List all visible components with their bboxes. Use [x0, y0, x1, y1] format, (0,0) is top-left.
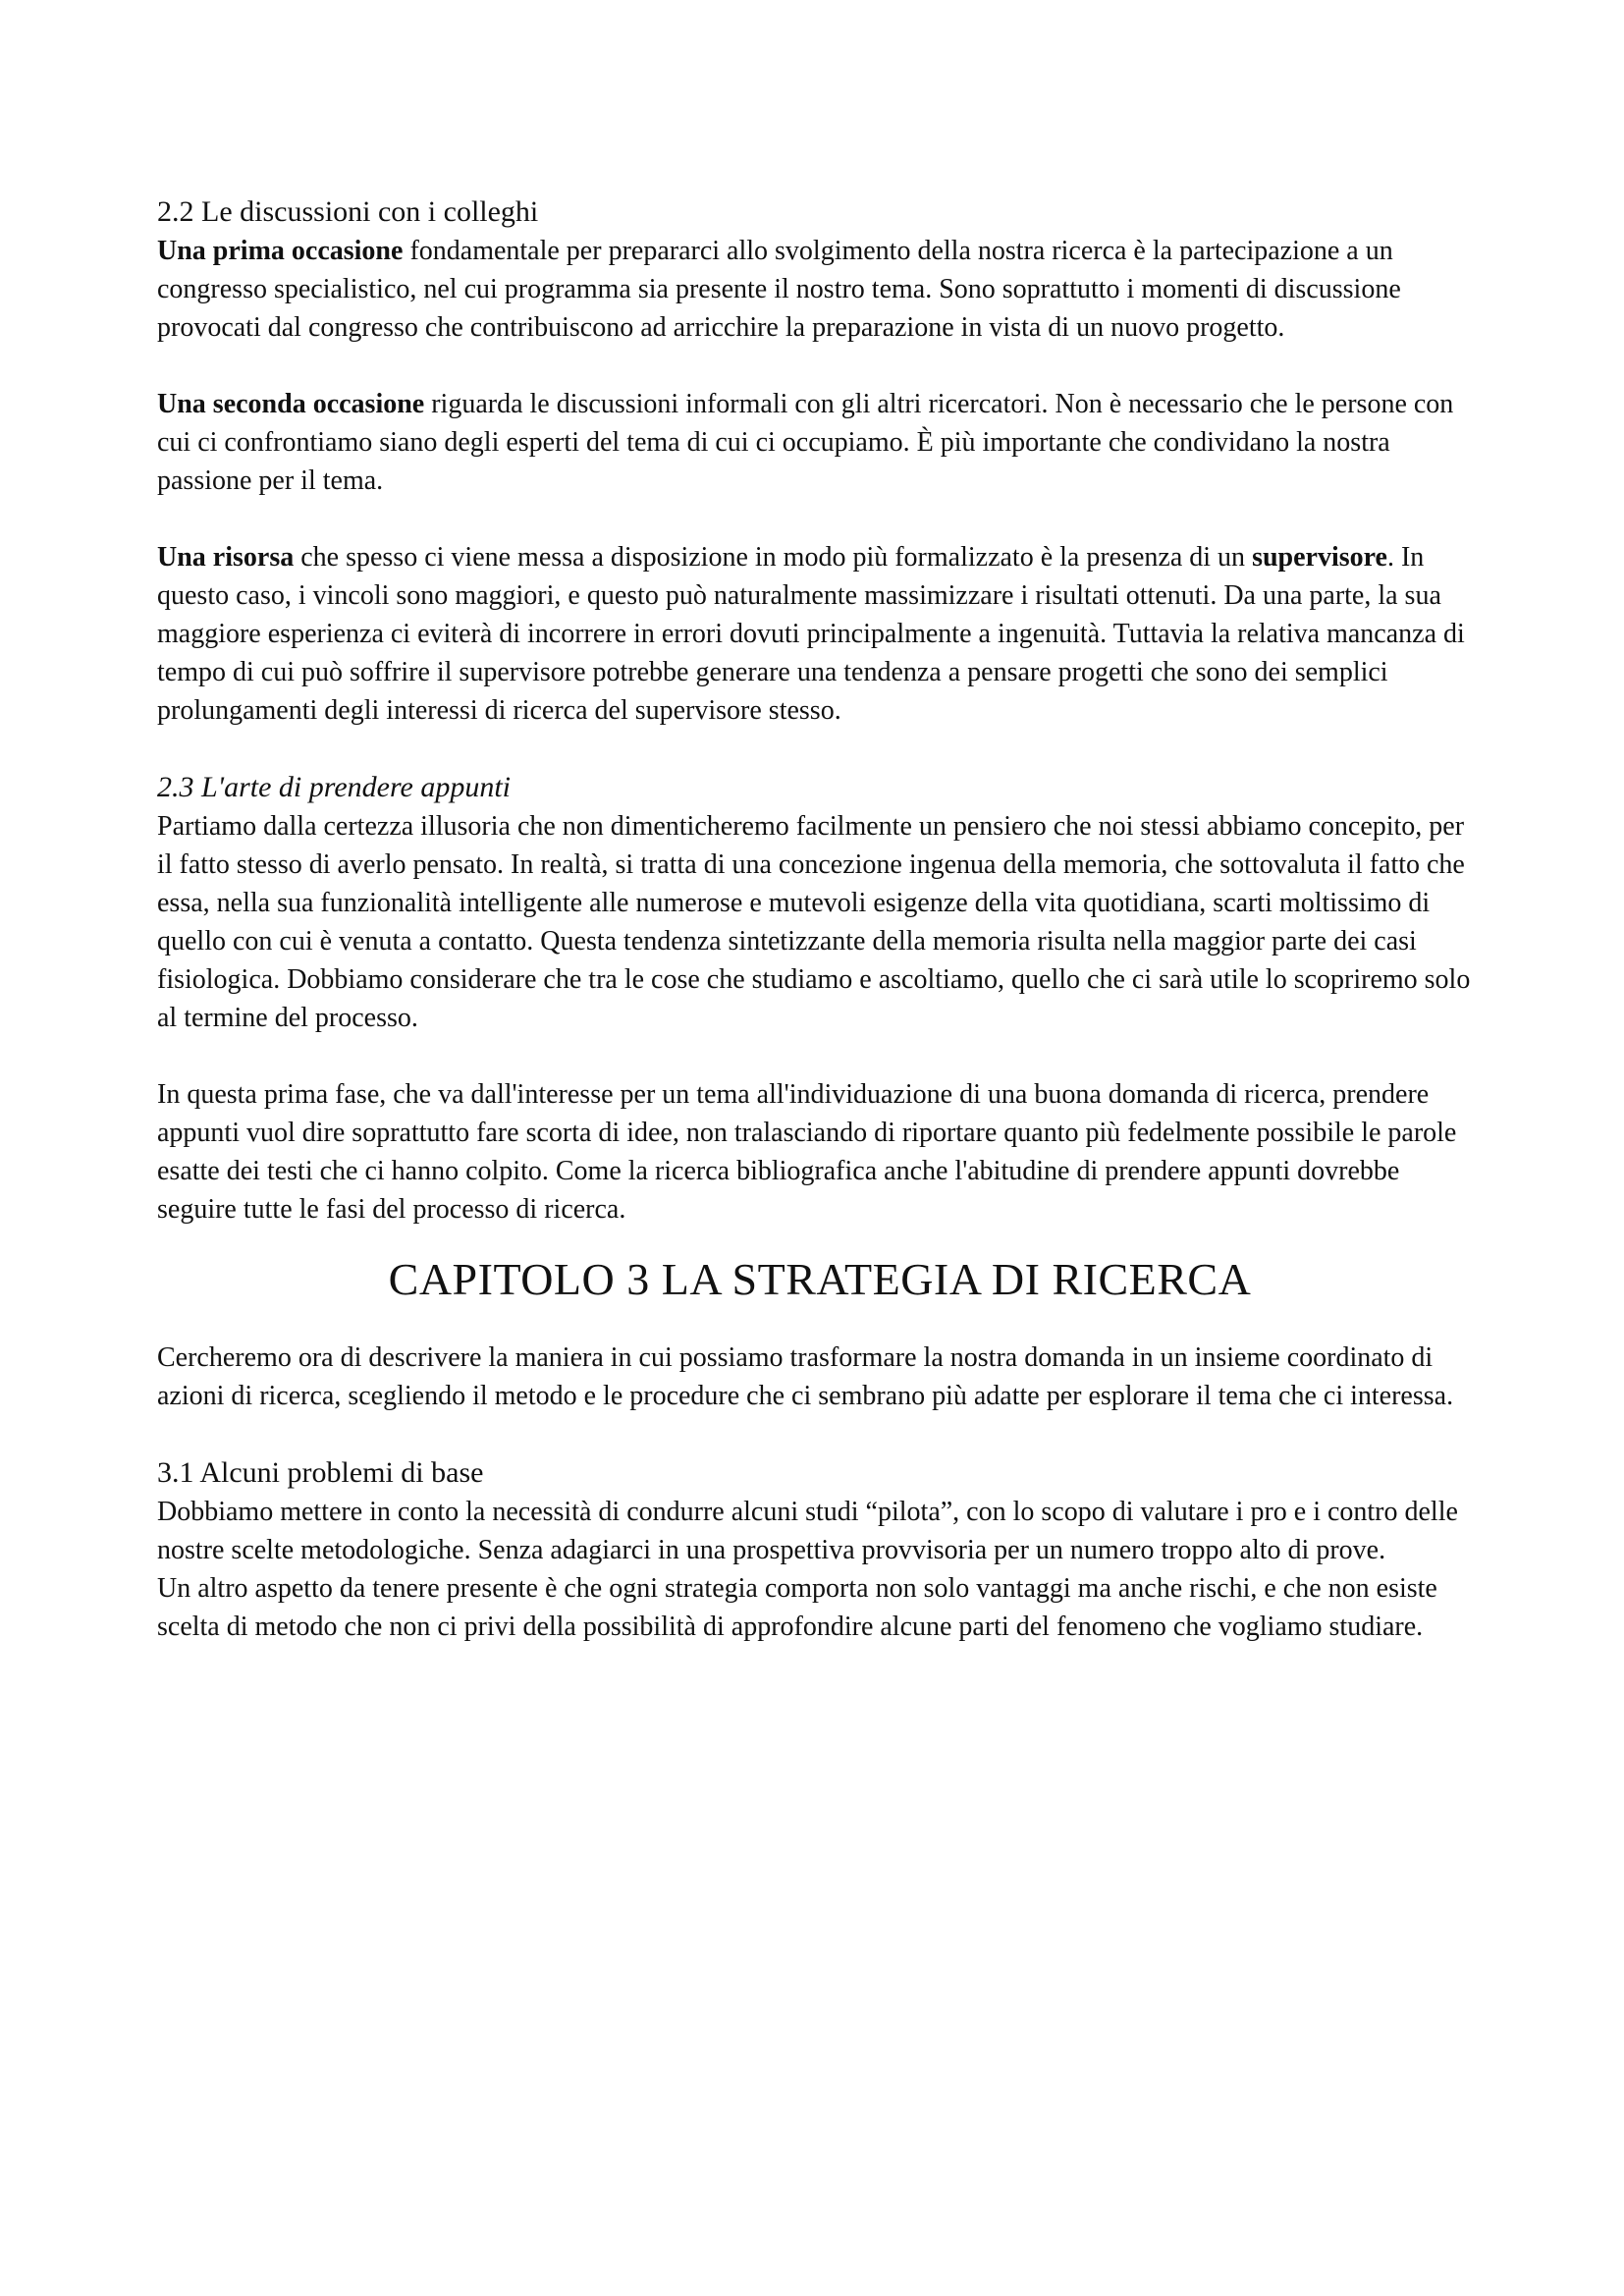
- section-3-1-heading: 3.1 Alcuni problemi di base: [157, 1456, 484, 1489]
- spacer: [157, 1415, 1483, 1453]
- paragraph-text: che spesso ci viene messa a disposizione in modo più formalizzato è la presenza di un: [294, 542, 1253, 573]
- section-2-3-heading: 2.3 L'arte di prendere appunti: [157, 771, 511, 803]
- section-2-2-paragraph-1: [157, 232, 1483, 347]
- spacer: [157, 1037, 1483, 1075]
- paragraph-text: riguarda le discussioni informali con gli altri ricercatori. Non è necessario che le persone con cui ci confrontiamo siano degli esperti del tema di cui ci occupiamo. È più importante che condividano la nostra passione per il tema.: [157, 389, 1454, 496]
- section-2-2-paragraph-3: [157, 538, 1483, 730]
- section-2-3-paragraph-1: Partiamo dalla certezza illusoria che non dimenticheremo facilmente un pensiero che noi stessi abbiamo concepito, per il fatto stesso di averlo pensato. In realtà, si tratta di una concezione ingenua della memoria, che sottovaluta il fatto che essa, nella sua funzionalità intelligente alle numerose e mutevoli esigenze della vita quotidiana, scarti moltissimo di quello con cui è venuta a contatto. Questa tendenza sintetizzante della memoria risulta nella maggior parte dei casi fisiologica. Dobbiamo considerare che tra le cose che studiamo e ascoltiamo, quello che ci sarà utile lo scopriremo solo al termine del processo.: [157, 811, 1471, 1033]
- spacer: [157, 730, 1483, 768]
- bold-phrase: Una prima occasione: [157, 236, 404, 266]
- spacer: [157, 347, 1483, 385]
- section-2-2-heading: 2.2 Le discussioni con i colleghi: [157, 195, 539, 228]
- paragraph-text: fondamentale per prepararci allo svolgimento della nostra ricerca è la partecipazione a un congresso specialistico, nel cui programma sia presente il nostro tema. Sono soprattutto i momenti di discussione provocati dal congresso che contribuiscono ad arricchire la preparazione in vista di un nuovo progetto.: [157, 236, 1401, 343]
- document-page: [157, 192, 1483, 1646]
- bold-phrase: Una seconda occasione: [157, 389, 425, 419]
- section-2-3-paragraph-2: In questa prima fase, che va dall'interesse per un tema all'individuazione di una buona domanda di ricerca, prendere appunti vuol dire soprattutto fare scorta di idee, non tralasciando di riportare quanto più fedelmente possibile le parole esatte dei testi che ci hanno colpito. Come la ricerca bibliografica anche l'abitudine di prendere appunti dovrebbe seguire tutte le fasi del processo di ricerca.: [157, 1079, 1457, 1225]
- section-2-2-paragraph-2: [157, 385, 1483, 500]
- chapter-3-title: CAPITOLO 3 LA STRATEGIA DI RICERCA: [388, 1254, 1252, 1304]
- bold-phrase: Una risorsa: [157, 542, 295, 573]
- spacer: [157, 500, 1483, 538]
- bold-phrase: supervisore: [1252, 542, 1387, 573]
- section-3-1-paragraph-2: Un altro aspetto da tenere presente è che ogni strategia comporta non solo vantaggi ma anche rischi, e che non esiste scelta di metodo che non ci privi della possibilità di approfondire alcune parti del fenomeno che vogliamo studiare.: [157, 1573, 1437, 1642]
- paragraph-text: . In questo caso, i vincoli sono maggiori, e questo può naturalmente massimizzare i risultati ottenuti. Da una parte, la sua maggiore esperienza ci eviterà di incorrere in errori dovuti principalmente a ingenuità. Tuttavia la relativa mancanza di tempo di cui può soffrire il supervisore potrebbe generare una tendenza a pensare progetti che sono dei semplici prolungamenti degli interessi di ricerca del supervisore stesso.: [157, 542, 1465, 726]
- chapter-3-intro: Cercheremo ora di descrivere la maniera in cui possiamo trasformare la nostra domanda in un insieme coordinato di azioni di ricerca, scegliendo il metodo e le procedure che ci sembrano più adatte per esplorare il tema che ci interessa.: [157, 1342, 1454, 1411]
- section-3-1-paragraph-1: Dobbiamo mettere in conto la necessità di condurre alcuni studi “pilota”, con lo scopo di valutare i pro e i contro delle nostre scelte metodologiche. Senza adagiarci in una prospettiva provvisoria per un numero troppo alto di prove.: [157, 1497, 1458, 1565]
